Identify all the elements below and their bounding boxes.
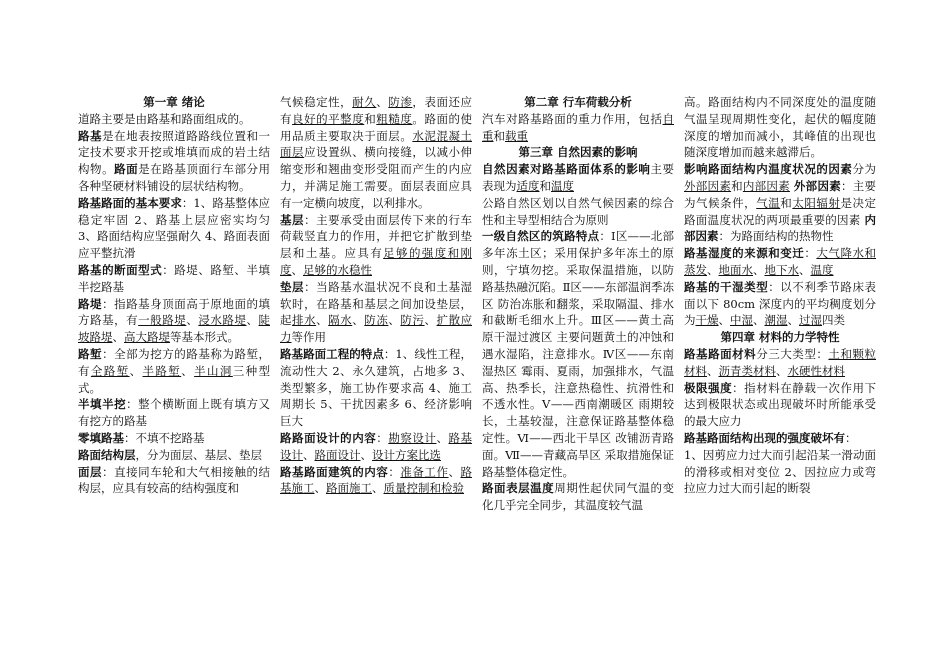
text: 、 xyxy=(112,330,124,345)
column-1 xyxy=(78,94,270,564)
text: 三种型式。 xyxy=(78,363,270,395)
text: 、 xyxy=(448,464,461,479)
text: ：路堤、路堑、半填半挖路基 xyxy=(78,262,270,294)
text: 、 xyxy=(424,313,437,328)
text: 等作用 xyxy=(291,330,326,345)
underlined-term: 载重 xyxy=(505,128,528,143)
text: 、 xyxy=(291,262,303,277)
text: 是决定路面温度状况的两项最重要的因素 xyxy=(684,195,876,227)
term: 路面 xyxy=(114,162,139,177)
underlined-term: 过湿 xyxy=(799,313,822,328)
text: 。路面的使用品质主要取决于面层。 xyxy=(280,111,472,143)
text: 、 xyxy=(787,313,799,328)
paragraph xyxy=(280,94,472,212)
underlined-term: 质量控制和检验 xyxy=(383,481,464,496)
term: 路基路面建筑的内容 xyxy=(280,464,389,479)
column-4 xyxy=(684,94,876,564)
term: 路堤 xyxy=(78,296,103,311)
underlined-term: 准备工作 xyxy=(400,464,449,479)
paragraph xyxy=(280,346,472,430)
underlined-term: 浸水路堤 xyxy=(198,313,247,328)
underlined-term: 干燥 xyxy=(695,313,719,328)
text: 、 xyxy=(352,313,365,328)
text: 和 xyxy=(493,128,505,143)
text: 周期性起伏同气温的变化几乎完全同步，其温度较气温 xyxy=(482,481,674,513)
term: 外部因素 xyxy=(793,178,841,193)
paragraph xyxy=(78,464,270,498)
column-3 xyxy=(482,94,674,564)
paragraph xyxy=(280,430,472,464)
text: 、 xyxy=(753,262,765,277)
underlined-term: 一般路堤 xyxy=(138,313,187,328)
text: 、 xyxy=(372,481,384,496)
text: ：当路基水温状况不良和土基湿软时，在路基和基层之间加设垫层，起 xyxy=(280,279,472,328)
underlined-term: 粗糙度 xyxy=(376,111,413,126)
text: ：不填不挖路基 xyxy=(124,430,205,445)
paragraph xyxy=(78,195,270,262)
paragraph xyxy=(280,464,472,498)
chapter-2-title: 第二章 行车荷载分析 xyxy=(524,95,632,109)
underlined-term: 外部因素 xyxy=(684,178,732,193)
paragraph xyxy=(684,161,876,245)
paragraph xyxy=(684,430,876,447)
term: 面层 xyxy=(78,464,103,479)
term: 路基 xyxy=(78,128,103,143)
term: 路路面设计的内容 xyxy=(280,430,377,445)
text: ：直接同车轮和大气相接触的结构层，应具有较高的结构强度和 xyxy=(78,464,270,496)
text: ：全部为挖方的路基称为路堑，有 xyxy=(78,346,270,378)
text: ： xyxy=(376,430,389,445)
term: 零填路基 xyxy=(78,430,124,445)
term: 基层 xyxy=(280,212,305,227)
underlined-term: 路基施工 xyxy=(280,464,472,496)
text: 、 xyxy=(707,363,719,378)
text: ：指材料在静载一次作用下达到极限状态或出现破坏时所能承受的最大应力 xyxy=(684,380,876,429)
underlined-term: 高大路堤 xyxy=(124,330,170,345)
text: 四类 xyxy=(822,313,845,328)
text: 、 xyxy=(181,363,195,378)
term: 半填半挖 xyxy=(78,397,127,412)
term: 自然因素对路基路面体系的影响 xyxy=(482,162,651,177)
chapter-4-title: 第四章 材料的力学特性 xyxy=(720,330,840,345)
underlined-term: 气温 xyxy=(756,195,781,210)
term: 路基的干湿类型 xyxy=(684,279,769,294)
text: ，表面还应有 xyxy=(280,95,472,126)
paragraph xyxy=(78,128,270,195)
underlined-term: 中湿 xyxy=(730,313,753,328)
text: 是在路基顶面行车部分用各种坚硬材料铺设的层状结构物。 xyxy=(78,162,270,193)
underlined-term: 水泥混凝土面层 xyxy=(280,128,472,160)
text: 是在地表按照道路路线位置和一定技术要求开挖或堆填而成的岩土结构物。 xyxy=(78,128,270,177)
text: 道路主要是由路基和路面组成的。 xyxy=(78,111,251,126)
paragraph xyxy=(280,279,472,346)
text: ： xyxy=(804,246,817,261)
chapter-1-title: 第一章 绪论 xyxy=(143,95,205,109)
document-page xyxy=(78,94,878,564)
text: ：为路面结构的热物性 xyxy=(718,229,834,244)
underlined-term: 路基设计 xyxy=(280,430,472,462)
text: 、 xyxy=(776,363,788,378)
text: 和 xyxy=(731,178,743,193)
paragraph xyxy=(482,161,674,195)
text: 和 xyxy=(780,195,793,210)
paragraph xyxy=(684,94,876,161)
text: 应设置纵、横向接缝，以减小伸缩变形和翘曲变形受阻而产生的内应力，并满足施工需要。面层表面应具有一定横向坡度，以利排水。 xyxy=(280,145,472,210)
underlined-term: 设计方案比选 xyxy=(372,447,441,462)
text: ：1、线性工程，流动性大 2、永久建筑，占地多 3、类型繁多，施工协作要求高 4、施工周期长 5、干扰因素多 6、经济影响巨大 xyxy=(280,346,472,429)
term: 路基湿度的来源和变迁 xyxy=(684,246,805,261)
text: 气候稳定性， xyxy=(280,95,353,109)
underlined-term: 防渗 xyxy=(388,95,413,109)
text: ： xyxy=(845,430,857,445)
term: 路基的断面型式 xyxy=(78,262,163,277)
underlined-term: 温度 xyxy=(551,178,574,193)
underlined-term: 温度 xyxy=(810,262,834,277)
term: 路堑 xyxy=(78,346,103,361)
underlined-term: 沥青类材料 xyxy=(718,363,776,378)
underlined-term: 扩散应力 xyxy=(280,313,472,345)
underlined-term: 内部因素 xyxy=(742,178,790,193)
underlined-term: 半路堑 xyxy=(142,363,182,378)
text: 分为 xyxy=(852,162,876,177)
term: 路基路面结构出现的强度破坏有 xyxy=(684,430,845,445)
text: 和 xyxy=(539,178,551,193)
paragraph xyxy=(78,262,270,296)
underlined-term: 耐久 xyxy=(352,95,377,109)
text: 、 xyxy=(376,95,389,109)
text: 、 xyxy=(799,262,811,277)
text: ：整个横断面上既有填方又有挖方的路基 xyxy=(78,397,270,429)
underlined-term: 隔水 xyxy=(328,313,353,328)
text: 、 xyxy=(360,447,372,462)
underlined-term: 足够的强度和刚度 xyxy=(280,246,472,277)
text: ： xyxy=(388,464,401,479)
paragraph xyxy=(78,111,270,128)
paragraph xyxy=(482,228,674,480)
text: 公路自然区划以自然气候因素的综合性和主导型相结合为原则 xyxy=(482,195,674,227)
text: 、 xyxy=(718,313,730,328)
underlined-term: 半山洞 xyxy=(194,363,233,378)
paragraph xyxy=(280,212,472,279)
term: 一级自然区的筑路特点 xyxy=(482,229,600,244)
text: ：指路基身顶面高于原地面的填方路基，有 xyxy=(78,296,270,328)
text: ：Ⅰ区——北部多年冻土区；采用保护多年冻土的原则，宁填勿挖。采取保温措施，以防路基热融沉陷。Ⅱ区——东部温润季冻区 防治冻胀和翻浆，采取隔温、排水和截断毛细水上升。Ⅲ区——黄土高原干湿过渡区 主要问题黄土的冲蚀和遇水湿陷，注意排水。Ⅳ区——东南湿热区 霉雨、夏雨，加强排水，气温高、热季长，注意热稳性、抗滑性和不透水性。Ⅴ——西南潮暖区 雨期较长，土基较湿，注意保证路基整体稳定性。Ⅵ——西北干旱区 改铺沥青路面。Ⅶ——青藏高旱区 采取措施保证路基整体稳定性。 xyxy=(482,229,674,479)
text: 高。路面结构内不同深度处的温度随气温呈现周期性变化，起伏的幅度随深度的增加而减小，其峰值的出现也随深度增加而越来越滞后。 xyxy=(684,95,876,160)
underlined-term: 路面设计 xyxy=(314,447,361,462)
paragraph xyxy=(78,346,270,396)
underlined-term: 排水 xyxy=(292,313,317,328)
term: 路基路面材料 xyxy=(684,346,757,361)
term: 垫层 xyxy=(280,279,305,294)
underlined-term: 防污 xyxy=(400,313,425,328)
text: ：1、路基整体应稳定牢固 2、路基上层应密实均匀 3、路面结构应坚强耐久 4、路面表面应平整抗滑 xyxy=(78,195,270,261)
paragraph xyxy=(78,447,270,464)
underlined-term: 路面施工 xyxy=(326,481,372,496)
text: 、 xyxy=(303,447,315,462)
underlined-term: 地下水 xyxy=(764,262,799,277)
underlined-term: 勘察设计 xyxy=(388,430,437,445)
text: 主要表现为 xyxy=(482,162,674,193)
paragraph xyxy=(78,430,270,447)
text: 和 xyxy=(364,111,377,126)
text: ：主要承受由面层传下来的行车荷载竖直力的作用，并把它扩散到垫层和土基。应具有 xyxy=(280,212,472,261)
term: 路面表层温度 xyxy=(482,481,555,496)
text: ，分为面层、基层、垫层 xyxy=(135,447,262,462)
paragraph xyxy=(684,346,876,380)
text: 、 xyxy=(314,481,326,496)
paragraph xyxy=(684,279,876,329)
text: ：以不利季节路床表面以下 80cm 深度内的平均稠度划分为 xyxy=(684,279,876,328)
chapter-3-title: 第三章 自然因素的影响 xyxy=(518,145,638,160)
paragraph xyxy=(684,380,876,430)
underlined-term: 大气降水和蒸发 xyxy=(684,246,876,277)
text: 、 xyxy=(186,313,199,328)
text: 、 xyxy=(436,430,449,445)
underlined-term: 防冻 xyxy=(364,313,389,328)
underlined-term: 陡坡路堤 xyxy=(78,313,270,345)
text: 等基本形式。 xyxy=(170,330,239,345)
underlined-term: 地面水 xyxy=(718,262,753,277)
underlined-term: 太阳辐射 xyxy=(792,195,841,210)
text: 、 xyxy=(316,313,329,328)
text: 、 xyxy=(129,363,143,378)
text: 、 xyxy=(707,262,719,277)
paragraph xyxy=(684,245,876,279)
underlined-term: 土和颗粒材料 xyxy=(684,346,876,378)
text: 分三大类型： xyxy=(756,346,829,361)
text: 1、因剪应力过大而引起沿某一滑动面的滑移或相对变位 2、因拉应力或弯拉应力过大而引起的断裂 xyxy=(684,447,876,496)
underlined-term: 全路堑 xyxy=(90,363,130,378)
paragraph xyxy=(684,447,876,497)
paragraph xyxy=(482,480,674,514)
text: 、 xyxy=(753,313,765,328)
underlined-term: 适度 xyxy=(516,178,540,193)
underlined-term: 水硬性材料 xyxy=(787,363,845,378)
column-2 xyxy=(280,94,472,564)
underlined-term: 潮湿 xyxy=(764,313,788,328)
paragraph xyxy=(482,195,674,229)
underlined-term: 自重 xyxy=(482,111,674,143)
text: 、 xyxy=(388,313,401,328)
term: 路基路面的基本要求 xyxy=(78,195,182,210)
term: 极限强度 xyxy=(684,380,733,395)
term: 内部因素 xyxy=(684,212,876,244)
paragraph xyxy=(78,296,270,346)
underlined-term: 良好的平整度 xyxy=(292,111,365,126)
term: 路面结构层 xyxy=(78,447,136,462)
paragraph xyxy=(482,111,674,145)
term: 影响路面结构内温度状况的因素 xyxy=(684,162,853,177)
text: 汽车对路基路面的重力作用，包括 xyxy=(482,111,663,126)
text: 、 xyxy=(246,313,259,328)
paragraph xyxy=(78,396,270,430)
underlined-term: 足够的水稳性 xyxy=(303,262,372,277)
term: 路基路面工程的特点 xyxy=(280,346,384,361)
text: ：主要为气候条件， xyxy=(684,178,876,210)
